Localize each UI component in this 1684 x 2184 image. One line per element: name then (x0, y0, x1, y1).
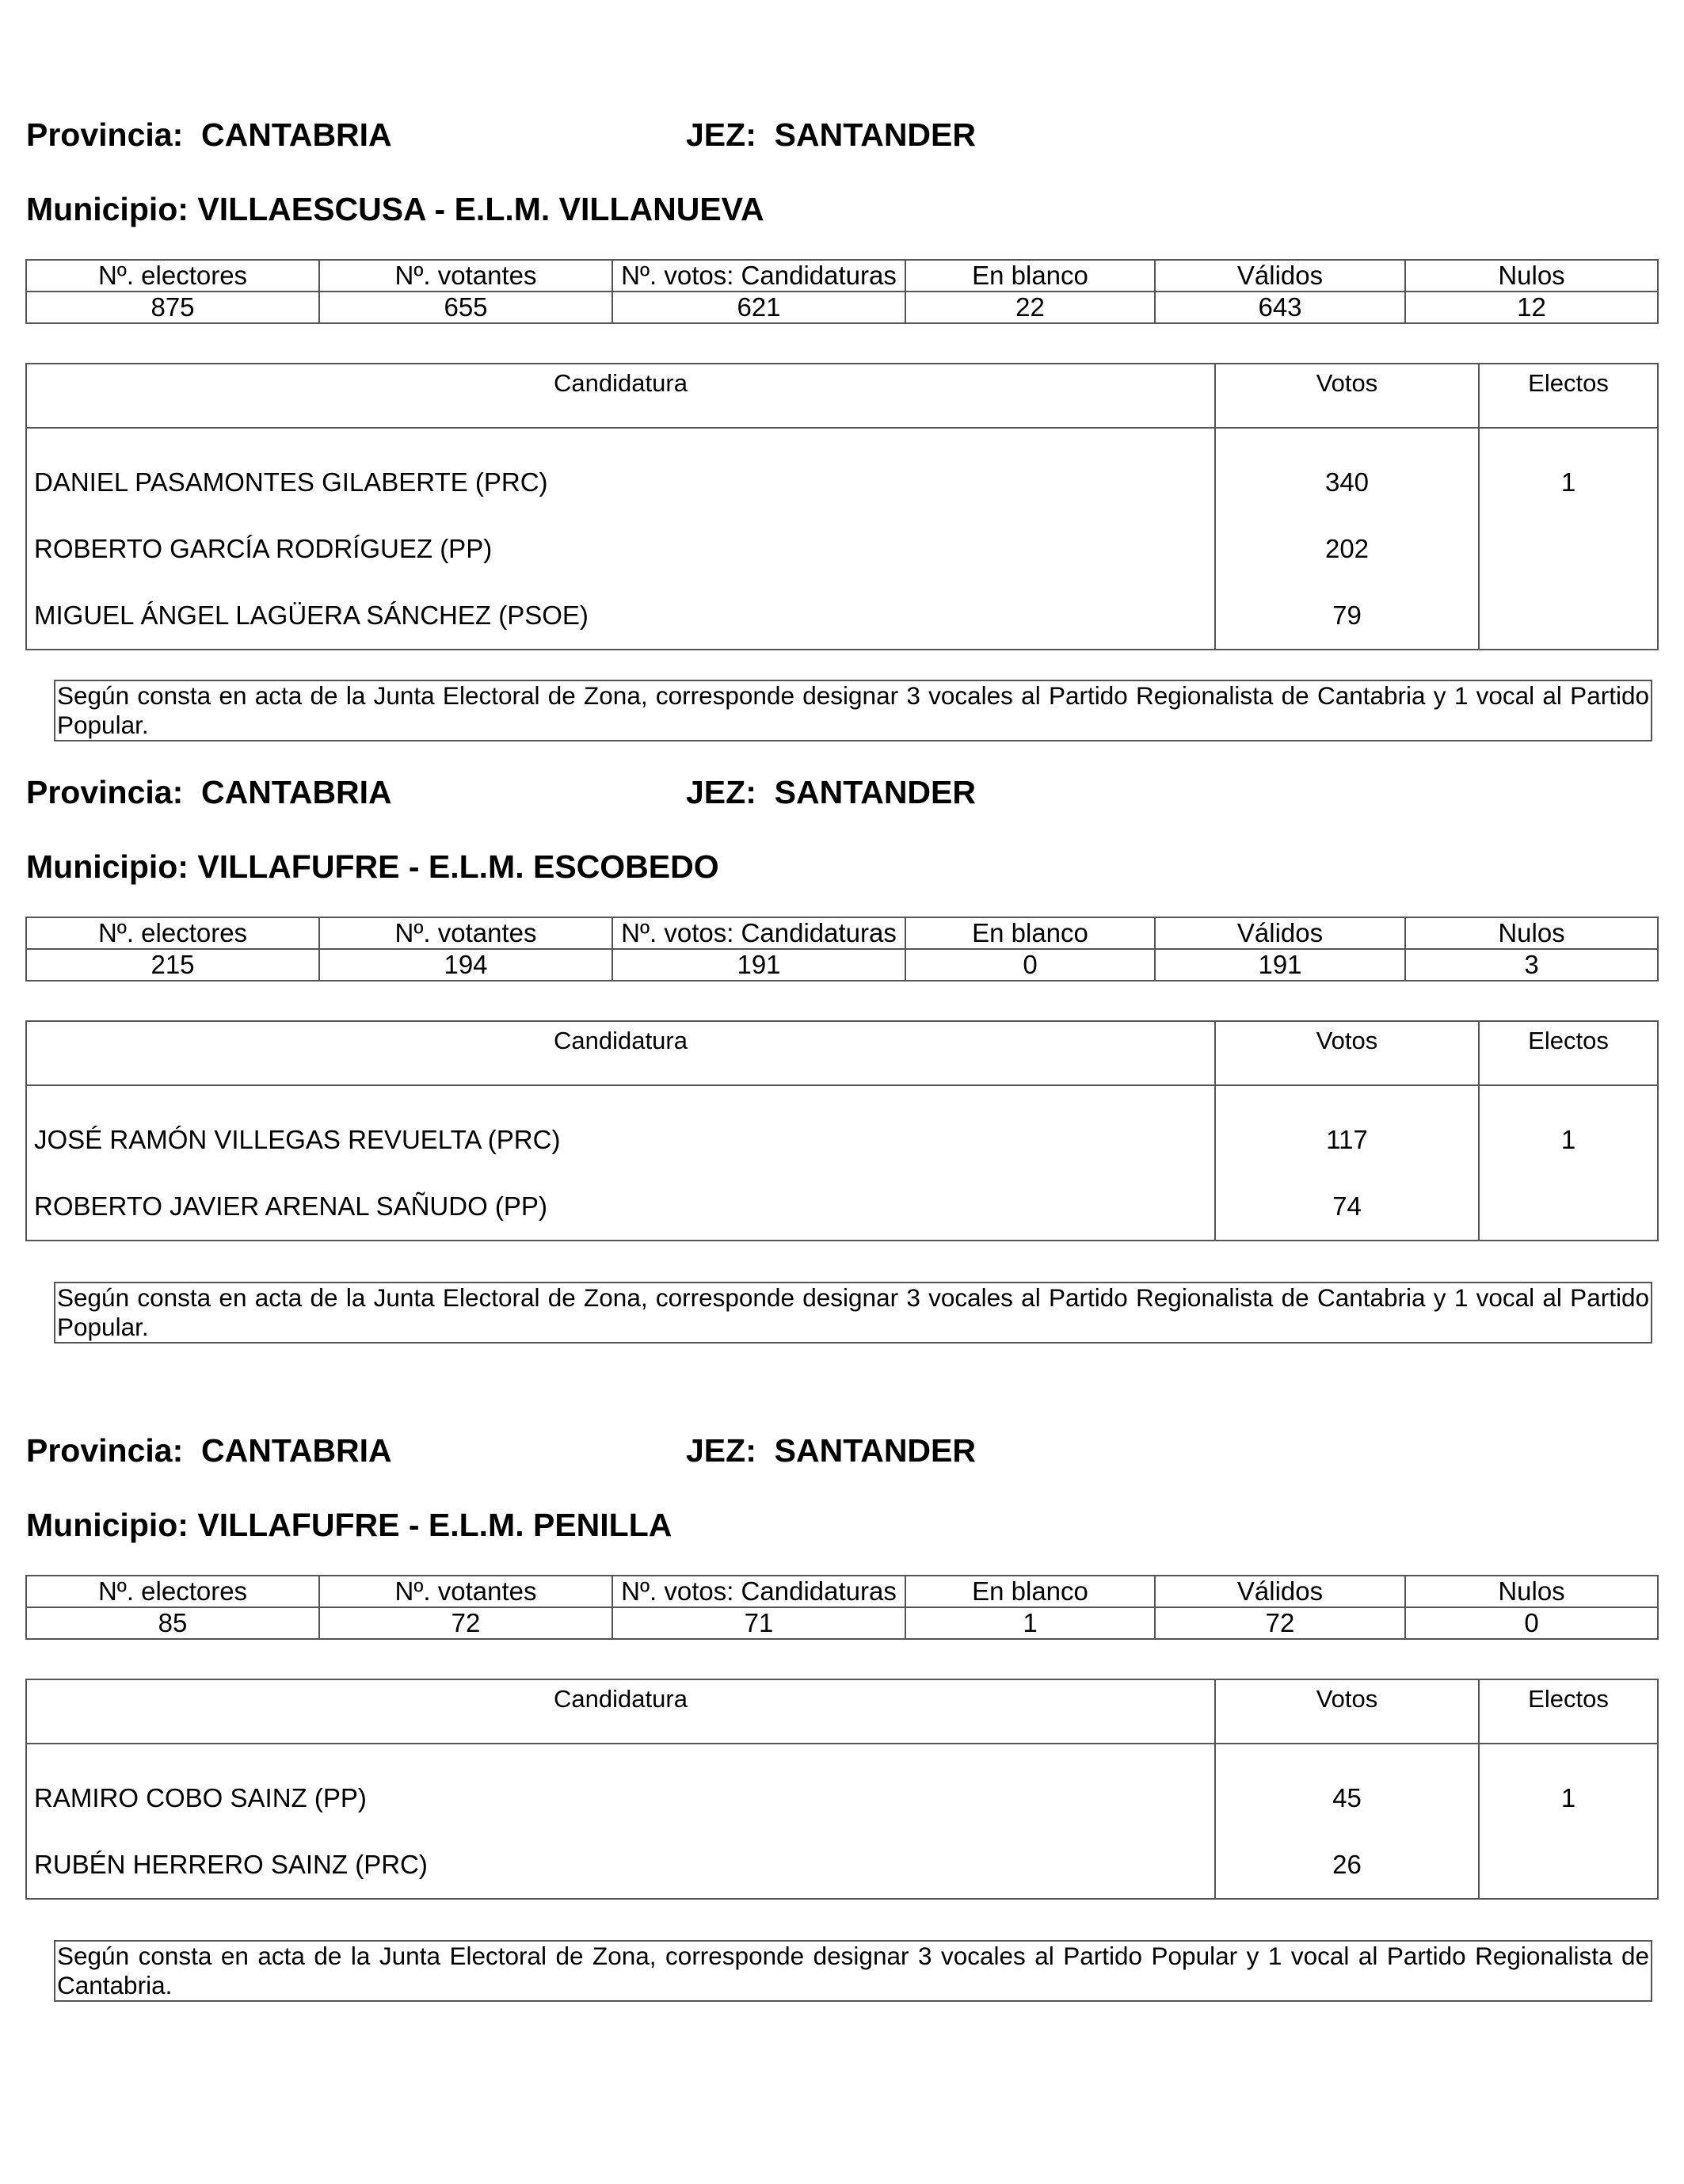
candidate-votos: 74 (1215, 1173, 1479, 1241)
jez-label: JEZ: (686, 116, 775, 153)
en-blanco-value: 1 (905, 1607, 1155, 1639)
municipality-section (0, 1316, 1684, 1999)
validos-value: 643 (1155, 292, 1405, 323)
provincia-label: Provincia: (26, 116, 202, 153)
candidate-electos: 1 (1479, 1085, 1658, 1173)
jez-heading (686, 1432, 976, 1469)
nulos-value: 12 (1405, 292, 1658, 323)
candidate-name: MIGUEL ÁNGEL LAGÜERA SÁNCHEZ (PSOE) (26, 582, 1215, 650)
votos-candidaturas-value: 621 (612, 292, 905, 323)
provincia-label: Provincia: (26, 774, 202, 810)
candidate-votos: 79 (1215, 582, 1479, 650)
stats-header-cell: Nulos (1405, 917, 1658, 949)
candidate-electos (1479, 516, 1658, 582)
stats-table (25, 917, 1659, 981)
candidates-header-row (26, 1679, 1658, 1744)
nulos-value: 3 (1405, 949, 1658, 981)
candidates-table (25, 363, 1659, 650)
stats-header-cell: Nº. votos: Candidaturas (612, 260, 905, 292)
electores-value: 875 (26, 292, 319, 323)
candidate-row (26, 516, 1658, 582)
candidate-row (26, 582, 1658, 650)
provincia-heading (26, 776, 392, 809)
candidate-row (26, 1744, 1658, 1831)
votantes-value: 72 (319, 1607, 612, 1639)
provincia-value: CANTABRIA (201, 774, 392, 810)
candidate-electos: 1 (1479, 1744, 1658, 1831)
candidate-row (26, 428, 1658, 516)
stats-header-cell: Válidos (1155, 917, 1405, 949)
stats-header-cell: Nº. votantes (319, 917, 612, 949)
jez-label: JEZ: (686, 1432, 775, 1469)
stats-header-cell: Nº. votantes (319, 260, 612, 292)
candidatura-header: Candidatura (26, 1021, 1215, 1085)
candidate-votos: 45 (1215, 1744, 1479, 1831)
jez-heading (686, 776, 976, 809)
votantes-value: 194 (319, 949, 612, 981)
provincia-heading (26, 1432, 392, 1469)
municipio-value: VILLAESCUSA - E.L.M. VILLANUEVA (197, 191, 764, 227)
acta-note: Según consta en acta de la Junta Electoral de Zona, corresponde designar 3 vocales al Partido Popular y 1 vocal al Partido Regionalista de Cantabria. (54, 1940, 1652, 2002)
jez-value: SANTANDER (774, 116, 976, 153)
candidate-votos: 340 (1215, 428, 1479, 516)
municipio-label: Municipio: (26, 848, 198, 885)
stats-table (25, 1575, 1659, 1640)
validos-value: 191 (1155, 949, 1405, 981)
candidate-name: RAMIRO COBO SAINZ (PP) (26, 1744, 1215, 1831)
municipality-section (0, 657, 1684, 1341)
stats-header-cell: En blanco (905, 260, 1155, 292)
municipio-label: Municipio: (26, 1507, 198, 1543)
jez-value: SANTANDER (774, 774, 976, 810)
stats-header-cell: Nulos (1405, 260, 1658, 292)
candidate-electos (1479, 1173, 1658, 1241)
municipio-heading (26, 1509, 672, 1542)
stats-header-cell: Nº. votos: Candidaturas (612, 917, 905, 949)
candidate-name: DANIEL PASAMONTES GILABERTE (PRC) (26, 428, 1215, 516)
votos-header: Votos (1215, 1021, 1479, 1085)
candidate-votos: 26 (1215, 1831, 1479, 1899)
stats-value-row (26, 949, 1658, 981)
stats-value-row (26, 292, 1658, 323)
candidates-header-row (26, 1021, 1658, 1085)
candidates-table (25, 1020, 1659, 1241)
municipality-section (0, 0, 1684, 739)
candidate-name: RUBÉN HERRERO SAINZ (PRC) (26, 1831, 1215, 1899)
candidate-row (26, 1173, 1658, 1241)
candidate-name: ROBERTO GARCÍA RODRÍGUEZ (PP) (26, 516, 1215, 582)
candidates-header-row (26, 364, 1658, 428)
candidate-votos: 117 (1215, 1085, 1479, 1173)
stats-header-cell: Nº. electores (26, 260, 319, 292)
candidate-votos: 202 (1215, 516, 1479, 582)
votos-candidaturas-value: 71 (612, 1607, 905, 1639)
electos-header: Electos (1479, 364, 1658, 428)
stats-header-cell: Nº. votantes (319, 1576, 612, 1607)
municipio-heading (26, 848, 719, 885)
stats-header-cell: Nº. electores (26, 1576, 319, 1607)
provincia-value: CANTABRIA (201, 1432, 392, 1469)
stats-header-cell: Nulos (1405, 1576, 1658, 1607)
votantes-value: 655 (319, 292, 612, 323)
stats-header-cell: En blanco (905, 917, 1155, 949)
municipio-label: Municipio: (26, 191, 198, 227)
provincia-heading (26, 116, 392, 153)
electores-value: 215 (26, 949, 319, 981)
stats-header-row (26, 260, 1658, 292)
candidate-row (26, 1085, 1658, 1173)
votos-candidaturas-value: 191 (612, 949, 905, 981)
stats-header-row (26, 917, 1658, 949)
stats-header-cell: Nº. votos: Candidaturas (612, 1576, 905, 1607)
votos-header: Votos (1215, 364, 1479, 428)
candidate-electos (1479, 582, 1658, 650)
stats-header-cell: En blanco (905, 1576, 1155, 1607)
nulos-value: 0 (1405, 1607, 1658, 1639)
candidates-table (25, 1679, 1659, 1900)
acta-note: Según consta en acta de la Junta Electoral de Zona, corresponde designar 3 vocales al Partido Regionalista de Cantabria y 1 vocal al Partido Popular. (54, 680, 1652, 741)
stats-header-row (26, 1576, 1658, 1607)
candidatura-header: Candidatura (26, 1679, 1215, 1744)
electos-header: Electos (1479, 1679, 1658, 1744)
candidate-electos (1479, 1831, 1658, 1899)
candidate-name: ROBERTO JAVIER ARENAL SAÑUDO (PP) (26, 1173, 1215, 1241)
stats-table (25, 259, 1659, 324)
stats-header-cell: Nº. electores (26, 917, 319, 949)
electos-header: Electos (1479, 1021, 1658, 1085)
acta-note: Según consta en acta de la Junta Electoral de Zona, corresponde designar 3 vocales al Partido Regionalista de Cantabria y 1 vocal al Partido Popular. (54, 1282, 1652, 1344)
en-blanco-value: 22 (905, 292, 1155, 323)
municipio-value: VILLAFUFRE - E.L.M. PENILLA (197, 1507, 672, 1543)
candidate-row (26, 1831, 1658, 1899)
stats-value-row (26, 1607, 1658, 1639)
jez-label: JEZ: (686, 774, 775, 810)
provincia-value: CANTABRIA (201, 116, 392, 153)
stats-header-cell: Válidos (1155, 1576, 1405, 1607)
municipio-heading (26, 193, 764, 226)
municipio-value: VILLAFUFRE - E.L.M. ESCOBEDO (197, 848, 719, 885)
jez-value: SANTANDER (774, 1432, 976, 1469)
candidatura-header: Candidatura (26, 364, 1215, 428)
provincia-label: Provincia: (26, 1432, 202, 1469)
stats-header-cell: Válidos (1155, 260, 1405, 292)
candidate-electos: 1 (1479, 428, 1658, 516)
jez-heading (686, 116, 976, 153)
en-blanco-value: 0 (905, 949, 1155, 981)
votos-header: Votos (1215, 1679, 1479, 1744)
electores-value: 85 (26, 1607, 319, 1639)
candidate-name: JOSÉ RAMÓN VILLEGAS REVUELTA (PRC) (26, 1085, 1215, 1173)
validos-value: 72 (1155, 1607, 1405, 1639)
